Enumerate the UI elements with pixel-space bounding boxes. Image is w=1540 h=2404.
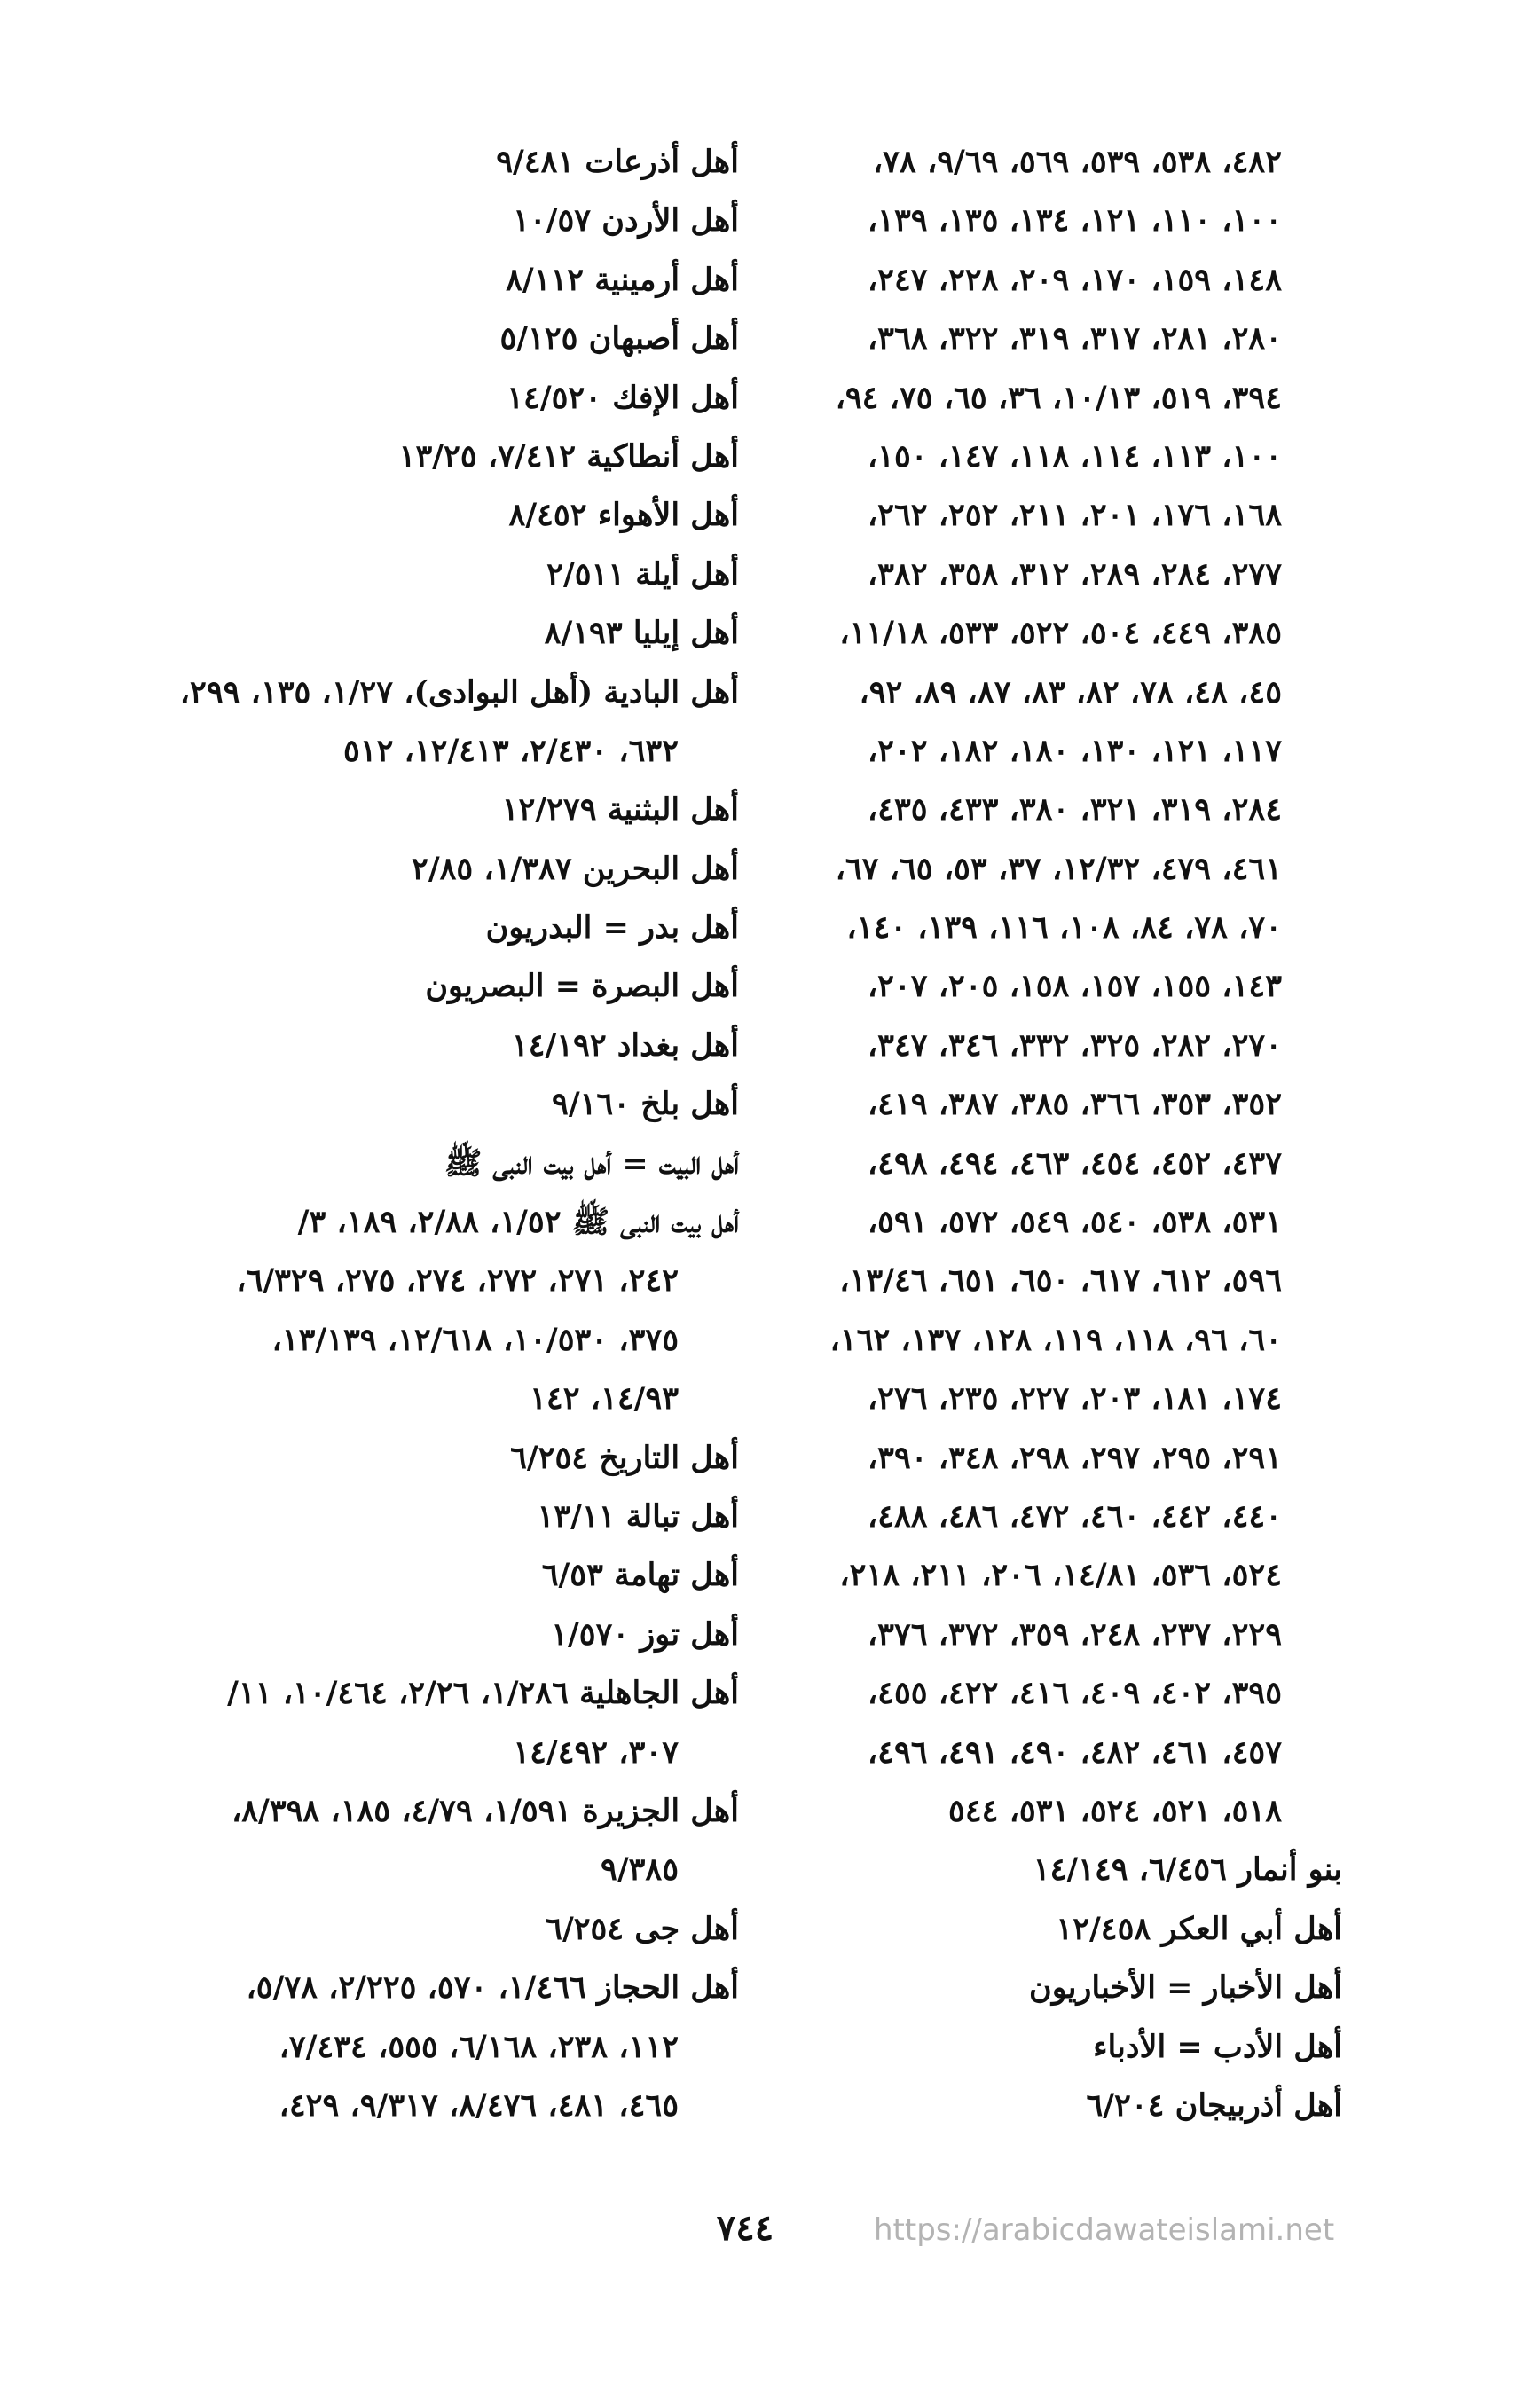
index-entry: أهل الأدب = الأدباء xyxy=(1093,2028,1342,2065)
index-continuation-line: ١٧٤، ١٨١، ٢٠٣، ٢٢٧، ٢٣٥، ٢٧٦، xyxy=(867,1380,1282,1418)
watermark-url: https://arabicdawateislami.net xyxy=(874,2212,1335,2248)
index-entry: أهل جى ٦/٢٥٤ xyxy=(546,1910,739,1947)
index-continuation-line: ٣٠٧، ١٤/٤٩٢ xyxy=(513,1733,679,1771)
index-entry: أهل أرمينية ٨/١١٢ xyxy=(506,261,739,298)
index-continuation-line: ٤٣٧، ٤٥٢، ٤٥٤، ٤٦٣، ٤٩٤، ٤٩٨، xyxy=(867,1144,1282,1182)
index-entry: بنو أنمار ٦/٤٥٦، ١٤/١٤٩ xyxy=(1033,1851,1342,1889)
index-continuation-line: ٣٩٥، ٤٠٢، ٤٠٩، ٤١٦، ٤٢٢، ٤٥٥، xyxy=(867,1675,1282,1712)
index-continuation-line: ٢٩١، ٢٩٥، ٢٩٧، ٢٩٨، ٣٤٨، ٣٩٠، xyxy=(867,1439,1282,1476)
index-entry: أهل الإفك ١٤/٥٢٠ xyxy=(507,379,739,416)
index-continuation-line: ٣٥٢، ٣٥٣، ٣٦٦، ٣٨٥، ٣٨٧، ٤١٩، xyxy=(867,1086,1282,1123)
index-column-left xyxy=(38,133,739,2135)
index-entry: أهل تهامة ٦/٥٣ xyxy=(541,1557,739,1594)
index-entry: أهل أذرعات ٩/٤٨١ xyxy=(496,144,739,180)
index-entry: أهل البحرين ١/٣٨٧، ٢/٨٥ xyxy=(412,850,739,887)
index-continuation-line: ٢٢٩، ٢٣٧، ٢٤٨، ٣٥٩، ٣٧٢، ٣٧٦، xyxy=(867,1615,1282,1653)
index-entry: أهل توز ١/٥٧٠ xyxy=(551,1615,739,1653)
index-entry: أهل أبي العكر ١٢/٤٥٨ xyxy=(1056,1910,1342,1947)
index-continuation-line: ٤٦١، ٤٧٩، ١٢/٣٢، ٣٧، ٥٣، ٦٥، ٦٧، xyxy=(835,850,1282,887)
index-entry: أهل إيليا ٨/١٩٣ xyxy=(544,615,739,652)
index-entry: أهل أذربيجان ٦/٢٠٤ xyxy=(1086,2086,1342,2124)
index-entry: أهل أصبهان ٥/١٢٥ xyxy=(499,320,739,357)
index-continuation-line: ٦٣٢، ٢/٤٣٠، ١٢/٤١٣، ٥١٢ xyxy=(342,732,679,769)
index-continuation-line: ١١٧، ١٢١، ١٣٠، ١٨٠، ١٨٢، ٢٠٢، xyxy=(867,732,1282,769)
index-entry: أهل الأخبار = الأخباريون xyxy=(1029,1969,1342,2007)
index-entry: أهل بلخ ٩/١٦٠ xyxy=(552,1086,739,1123)
index-entry: أهل البثنية ١٢/٢٧٩ xyxy=(501,791,739,829)
index-continuation-line: ٢٧٧، ٢٨٤، ٢٨٩، ٣١٢، ٣٥٨، ٣٨٢، xyxy=(867,555,1282,593)
index-entry: أهل بيت النبى ﷺ ١/٥٢، ٢/٨٨، ١٨٩، ٣/ xyxy=(297,1204,739,1241)
index-entry: أهل أنطاكية ٧/٤١٢، ١٣/٢٥ xyxy=(398,437,739,475)
index-continuation-line: ٥١٨، ٥٢١، ٥٢٤، ٥٣١، ٥٤٤ xyxy=(948,1792,1282,1829)
index-entry: أهل الأردن ١٠/٥٧ xyxy=(513,202,739,240)
index-continuation-line: ٦٠، ٩٦، ١١٨، ١١٩، ١٢٨، ١٣٧، ١٦٢، xyxy=(829,1321,1282,1358)
index-entry: أهل الجزيرة ١/٥٩١، ٤/٧٩، ١٨٥، ٨/٣٩٨، xyxy=(231,1792,739,1829)
index-continuation-line: ٤٥، ٤٨، ٧٨، ٨٢، ٨٣، ٨٧، ٨٩، ٩٢، xyxy=(859,673,1282,711)
page-number: ٧٤٤ xyxy=(716,2207,774,2249)
index-continuation-line: ٢٨٠، ٢٨١، ٣١٧، ٣١٩، ٣٢٢، ٣٦٨، xyxy=(867,320,1282,357)
index-continuation-line: ٤٦٥، ٤٨١، ٨/٤٧٦، ٩/٣١٧، ٤٢٩، xyxy=(279,2086,679,2124)
index-continuation-line: ٢٧٠، ٢٨٢، ٣٢٥، ٣٣٢، ٣٤٦، ٣٤٧، xyxy=(867,1026,1282,1064)
index-entry: أهل بغداد ١٤/١٩٢ xyxy=(511,1026,739,1064)
index-continuation-line: ٥٩٦، ٦١٢، ٦١٧، ٦٥٠، ٦٥١، ١٣/٤٦، xyxy=(839,1262,1282,1300)
index-entry: أهل البادية (أهل البوادى)، ١/٢٧، ١٣٥، ٢٩٩، xyxy=(179,673,739,711)
index-entry: أهل الأهواء ٨/٤٥٢ xyxy=(508,497,739,534)
index-continuation-line: ١٤٣، ١٥٥، ١٥٧، ١٥٨، ٢٠٥، ٢٠٧، xyxy=(867,968,1282,1005)
index-continuation-line: ٣٧٥، ١٠/٥٣٠، ١٢/٦١٨، ١٣/١٣٩، xyxy=(271,1321,679,1358)
index-continuation-line: ١٦٨، ١٧٦، ٢٠١، ٢١١، ٢٥٢، ٢٦٢، xyxy=(867,497,1282,534)
index-column-right xyxy=(730,133,1342,2135)
index-continuation-line: ١٤/٩٣، ١٤٢ xyxy=(530,1380,679,1418)
index-continuation-line: ٣٨٥، ٤٤٩، ٥٠٤، ٥٢٢، ٥٣٣، ١١/١٨، xyxy=(839,615,1282,652)
index-continuation-line: ٧٠، ٧٨، ٨٤، ١٠٨، ١١٦، ١٣٩، ١٤٠، xyxy=(846,909,1282,947)
index-continuation-line: ٢٤٢، ٢٧١، ٢٧٢، ٢٧٤، ٢٧٥، ٦/٣٢٩، xyxy=(236,1262,679,1300)
index-continuation-line: ٤٨٢، ٥٣٨، ٥٣٩، ٥٦٩، ٩/٦٩، ٧٨، xyxy=(872,144,1282,180)
index-continuation-line: ٤٤٠، ٤٤٢، ٤٦٠، ٤٧٢، ٤٨٦، ٤٨٨، xyxy=(867,1497,1282,1535)
index-entry: أهل البصرة = البصريون xyxy=(425,968,739,1005)
index-continuation-line: ٣٩٤، ٥١٩، ١٠/١٣، ٣٦، ٦٥، ٧٥، ٩٤، xyxy=(835,379,1282,416)
index-entry: أهل التاريخ ٦/٢٥٤ xyxy=(510,1439,739,1476)
index-continuation-line: ١٠٠، ١١٣، ١١٤، ١١٨، ١٤٧، ١٥٠، xyxy=(867,437,1282,475)
index-continuation-line: ٥٣١، ٥٣٨، ٥٤٠، ٥٤٩، ٥٧٢، ٥٩١، xyxy=(867,1204,1282,1241)
index-continuation-line: ٩/٣٨٥ xyxy=(601,1851,679,1889)
index-continuation-line: ١١٢، ٢٣٨، ٦/١٦٨، ٥٥٥، ٧/٤٣٤، xyxy=(279,2028,679,2065)
index-continuation-line: ٤٥٧، ٤٦١، ٤٨٢، ٤٩٠، ٤٩١، ٤٩٦، xyxy=(867,1733,1282,1771)
index-continuation-line: ١٤٨، ١٥٩، ١٧٠، ٢٠٩، ٢٢٨، ٢٤٧، xyxy=(867,261,1282,298)
index-entry: أهل الحجاز ١/٤٦٦، ٥٧٠، ٢/٢٢٥، ٥/٧٨، xyxy=(246,1969,739,2007)
index-entry: أهل بدر = البدريون xyxy=(485,909,739,947)
index-continuation-line: ٥٢٤، ٥٣٦، ١٤/٨١، ٢٠٦، ٢١١، ٢١٨، xyxy=(839,1557,1282,1594)
index-continuation-line: ١٠٠، ١١٠، ١٢١، ١٣٤، ١٣٥، ١٣٩، xyxy=(867,202,1282,240)
index-entry: أهل تبالة ١٣/١١ xyxy=(537,1497,739,1535)
index-entry: أهل أيلة ٢/٥١١ xyxy=(546,555,739,593)
index-entry: أهل البيت = أهل بيت النبى ﷺ xyxy=(444,1144,739,1182)
index-continuation-line: ٢٨٤، ٣١٩، ٣٢١، ٣٨٠، ٤٣٣، ٤٣٥، xyxy=(867,791,1282,829)
index-entry: أهل الجاهلية ١/٢٨٦، ٢/٢٦، ١٠/٤٦٤، ١١/ xyxy=(227,1675,739,1712)
